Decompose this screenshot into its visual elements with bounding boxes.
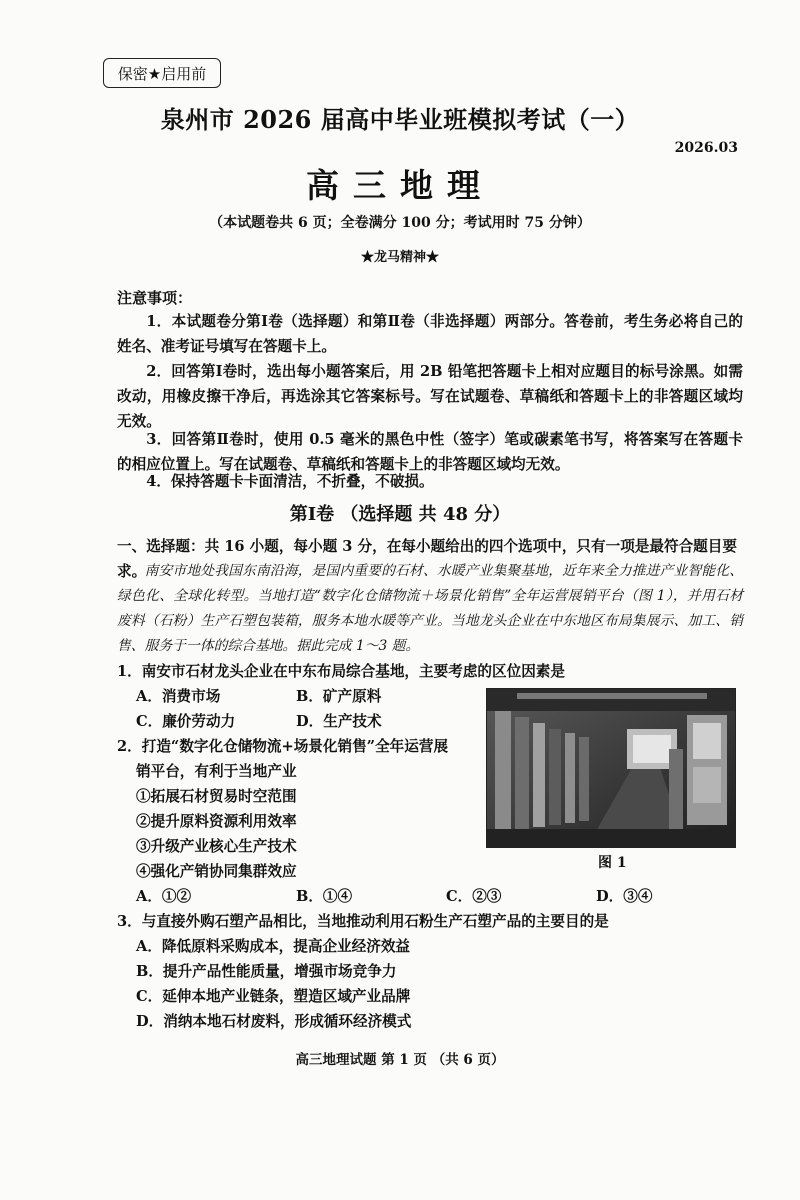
question-2-stem: 销平台，有利于当地产业 xyxy=(136,763,297,780)
question-2-option-b: B．①④ xyxy=(296,888,353,905)
question-1-option-b: B．矿产原料 xyxy=(296,688,382,705)
figure-1-photo xyxy=(486,688,736,848)
reading-passage: 南安市地处我国东南沿海，是国内重要的石材、水暖产业集聚基地，近年来全力推进产业智能化、绿色化、全球化转型。当地打造“数字化仓储物流＋场景化销售”全年运营展销平台（图 1），并用石材废料（石粉）生产石塑包装箱，服务本地水暖等产业。当地龙头企业在中东地区布局集展示、加工、销售、服务于一体的综合基地。据此完成 1～3 题。 xyxy=(117,563,743,654)
exam-title: 泉州市 2026 届高中毕业班模拟考试（一） xyxy=(160,105,640,134)
page-footer: 高三地理试题 第 1 页 （共 6 页） xyxy=(295,1052,505,1068)
question-2-option-a: A．①② xyxy=(136,888,192,905)
question-2-statement: ①拓展石材贸易时空范围 xyxy=(136,788,297,805)
question-3-option-b: B．提升产品性能质量，增强市场竞争力 xyxy=(136,963,397,980)
section-title: 第Ⅰ卷 （选择题 共 48 分） xyxy=(289,504,511,525)
exam-info: （本试题卷共 6 页；全卷满分 100 分；考试用时 75 分钟） xyxy=(209,215,591,231)
motto: ★龙马精神★ xyxy=(360,250,439,265)
question-3-option-d: D．消纳本地石材废料，形成循环经济模式 xyxy=(136,1013,412,1030)
notes-title: 注意事项： xyxy=(117,289,193,307)
question-2-statement: ④强化产销协同集群效应 xyxy=(136,863,297,880)
question-3-option-a: A．降低原料采购成本，提高企业经济效益 xyxy=(136,938,411,955)
question-2-statement: ③升级产业核心生产技术 xyxy=(136,838,297,855)
note-item: 4．保持答题卡卡面清洁，不折叠，不破损。 xyxy=(146,473,434,490)
question-2-statement: ②提升原料资源利用效率 xyxy=(136,813,297,830)
question-1-option-a: A．消费市场 xyxy=(136,688,221,705)
section-instructions: 一、选择题：共 16 小题，每小题 3 分，在每小题给出的四个选项中，只有一项是最符合题目要求。 xyxy=(117,538,737,580)
note-item: 2．回答第Ⅰ卷时，选出每小题答案后，用 2B 铅笔把答题卡上相对应题目的标号涂黑。如需改动，用橡皮擦干净后，再选涂其它答案标号。写在试题卷、草稿纸和答题卡上的非答题区域均无效。 xyxy=(117,363,743,430)
question-2-stem: 2．打造“数字化仓储物流+场景化销售”全年运营展 xyxy=(117,738,449,755)
note-item: 1．本试题卷分第Ⅰ卷（选择题）和第Ⅱ卷（非选择题）两部分。答卷前，考生务必将自己的姓名、准考证号填写在答题卡上。 xyxy=(117,313,743,355)
question-1-stem: 1．南安市石材龙头企业在中东布局综合基地，主要考虑的区位因素是 xyxy=(117,663,565,680)
question-1-option-c: C．廉价劳动力 xyxy=(136,713,236,730)
subject-title: 高三地理 xyxy=(306,166,494,205)
question-3-option-c: C．延伸本地产业链条，塑造区域产业品牌 xyxy=(136,988,411,1005)
figure-1-caption: 图 1 xyxy=(598,855,627,871)
question-2-option-c: C．②③ xyxy=(446,888,502,905)
question-2-option-d: D．③④ xyxy=(596,888,653,905)
note-item: 3．回答第Ⅱ卷时，使用 0.5 毫米的黑色中性（签字）笔或碳素笔书写，将答案写在答题卡的相应位置上。写在试题卷、草稿纸和答题卡上的非答题区域均无效。 xyxy=(117,431,743,473)
exam-date: 2026.03 xyxy=(674,140,738,156)
question-1-option-d: D．生产技术 xyxy=(296,713,382,730)
confidential-label: 保密★启用前 xyxy=(103,58,221,88)
question-3-stem: 3．与直接外购石塑产品相比，当地推动利用石粉生产石塑产品的主要目的是 xyxy=(117,913,609,930)
